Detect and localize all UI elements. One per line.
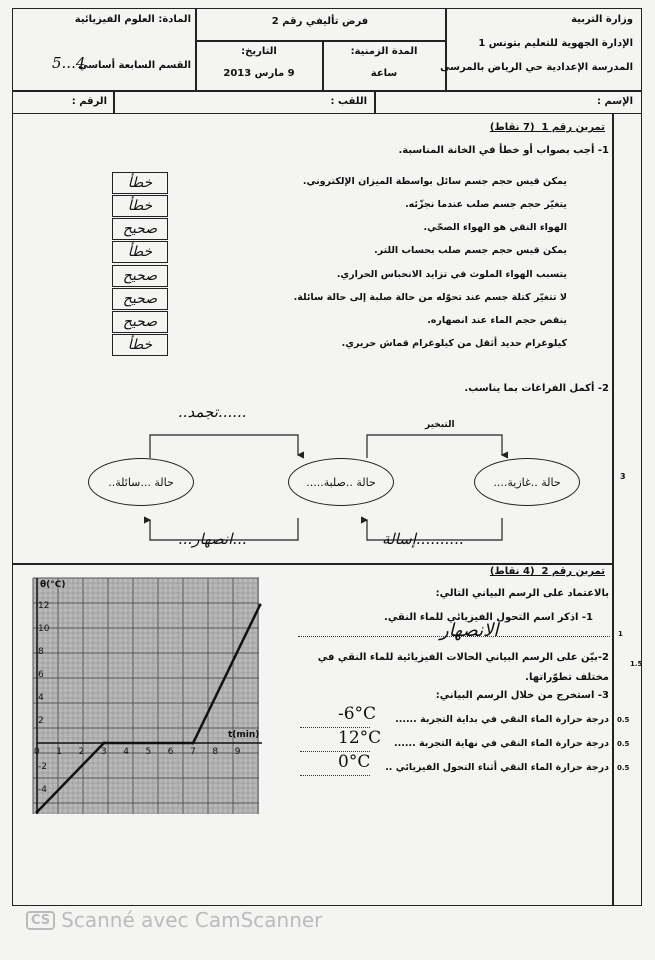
duration-value: ساعة (370, 68, 398, 79)
answer-cell[interactable]: خطأ (112, 195, 168, 217)
camscanner-watermark (26, 908, 322, 932)
ministry: وزارة التربية (571, 14, 633, 25)
exercise1-question1: 1- أجب بصواب أو خطأ في الخانة المناسبة. (398, 145, 609, 156)
label-melting[interactable]: ...انصهار... (178, 530, 247, 548)
x-tick-label: 8 (212, 747, 219, 757)
x-tick-label: 6 (167, 747, 174, 757)
subject: المادة: العلوم الفيزيائية (74, 14, 191, 25)
data-point (192, 742, 195, 745)
x-tick-label: 7 (190, 747, 196, 757)
answer-cell[interactable]: خطأ (112, 334, 168, 356)
exercise2-question3: 3- استخرج من خلال الرسم البياني: (435, 690, 609, 701)
statement-text: ينقص حجم الماء عند انصهاره. (427, 315, 567, 326)
x-tick-label: 2 (78, 747, 85, 757)
x-tick-label: 1 (56, 747, 63, 757)
answer-cell[interactable]: خطأ (112, 241, 168, 263)
camscanner-logo-icon: CS (26, 911, 55, 930)
chart-background (33, 578, 259, 814)
margin-score: 1 (618, 630, 623, 638)
statement-text: يتغيّر حجم جسم صلب عندما نجزّئه. (405, 199, 567, 210)
date-label: التاريخ: (241, 46, 277, 57)
label-vaporization: التبخير (425, 420, 455, 430)
class-handwritten: 5...4 (52, 54, 86, 72)
extract-item: درجة حرارة الماء النقي أثناء التحول الفيزيائي .. (385, 762, 609, 773)
number-field[interactable]: الرقم : (71, 96, 107, 107)
exercise1-title: تمرين رقم 1 (7 نقاط) (489, 122, 605, 133)
exercise2-intro: بالاعتماد على الرسم البياني التالي: (435, 588, 609, 599)
y-tick-label: 6 (38, 670, 44, 680)
y-tick-label: -2 (38, 762, 47, 772)
margin-score: 0.5 (617, 740, 630, 748)
data-point (36, 811, 39, 814)
answer-cell[interactable]: خطأ (112, 172, 168, 194)
y-tick-label: 2 (38, 716, 44, 726)
margin-score: 3 (620, 472, 626, 481)
x-tick-label: 3 (100, 747, 107, 757)
extract-item: درجة حرارة الماء النقي في نهاية التجربة ...... (394, 738, 609, 749)
y-tick-label: 10 (38, 624, 50, 634)
x-tick-label: 9 (234, 747, 241, 757)
answer-cell[interactable]: صحيح (112, 311, 168, 333)
answer-cell[interactable]: صحيح (112, 265, 168, 287)
exercise1-question2: 2- أكمل الفراغات بما يناسب. (464, 383, 609, 394)
exercise2-question1: 1- اذكر اسم التحول الفيزيائي للماء النقي. (384, 612, 593, 623)
exercise2-title: تمرين رقم 2 (4 نقاط) (489, 566, 605, 577)
school-name: المدرسة الإعدادية حي الرياض بالمرسى (440, 62, 633, 73)
x-tick-label: 0 (34, 747, 40, 757)
statement-text: كيلوغرام حديد أثقل من كيلوغرام قماش حريري. (341, 338, 567, 349)
x-tick-label: 4 (123, 747, 129, 757)
exercise2-question2: 2-بيّن على الرسم البياني الحالات الفيزيائية للماء النقي في مختلف تطوّراتها. (317, 652, 609, 683)
data-point (102, 742, 105, 745)
y-tick-label: -4 (38, 785, 47, 795)
y-tick-label: 12 (38, 601, 50, 611)
date-value: 9 مارس 2013 (223, 68, 295, 79)
extract-answer[interactable]: -6°C (338, 704, 377, 724)
name-field[interactable]: الإسم : (596, 96, 633, 107)
margin-score: 1.5 (630, 660, 643, 668)
solid-state: حالة ..صلبة..... (288, 458, 394, 506)
watermark-text: Scanné avec CamScanner (61, 908, 323, 932)
statement-text: يتسبب الهواء الملوث في تزايد الانحباس الحراري. (336, 269, 567, 280)
extract-answer[interactable]: 12°C (338, 728, 382, 748)
gas-state: حالة ..غازية.... (474, 458, 580, 506)
duration-label: المدة الزمنية: (350, 46, 418, 57)
answer-cell[interactable]: صحيح (112, 218, 168, 240)
margin-score: 0.5 (617, 764, 630, 772)
statement-text: يمكن قيس حجم جسم صلب بحساب اللتر. (374, 245, 567, 256)
data-point (259, 604, 262, 607)
statement-text: يمكن قيس حجم جسم سائل بواسطة الميزان الإلكتروني. (302, 176, 567, 187)
exam-title: فرض تأليفي رقم 2 (271, 16, 369, 27)
extract-item: درجة حرارة الماء النقي في بداية التجربة ...... (395, 714, 609, 725)
x-axis-label: t(min) (228, 730, 260, 740)
label-solidification[interactable]: ......تجمد.. (178, 403, 247, 421)
y-axis-label: θ(°C) (40, 580, 66, 590)
y-tick-label: 8 (38, 647, 44, 657)
statement-text: الهواء النقي هو الهواء الصحّي. (423, 222, 567, 233)
margin-score: 0.5 (617, 716, 630, 724)
y-tick-label: 4 (38, 693, 44, 703)
extract-answer[interactable]: 0°C (338, 752, 371, 772)
answer1[interactable]: الانصهار (440, 620, 499, 641)
surname-field[interactable]: اللقب : (330, 96, 367, 107)
temperature-time-chart (28, 576, 264, 816)
statement-text: لا تتغيّر كتلة جسم عند تحوّله من حالة صلبة إلى حالة سائلة. (293, 292, 567, 303)
regional-directorate: الإدارة الجهوية للتعليم بتونس 1 (478, 38, 633, 49)
x-tick-label: 5 (145, 747, 152, 757)
liquid-state: حالة ...سائلة.. (88, 458, 194, 506)
answer-cell[interactable]: صحيح (112, 288, 168, 310)
class-label: القسم السابعة أساسي (78, 60, 191, 71)
label-condensation[interactable]: ..........إسالة (382, 530, 464, 548)
